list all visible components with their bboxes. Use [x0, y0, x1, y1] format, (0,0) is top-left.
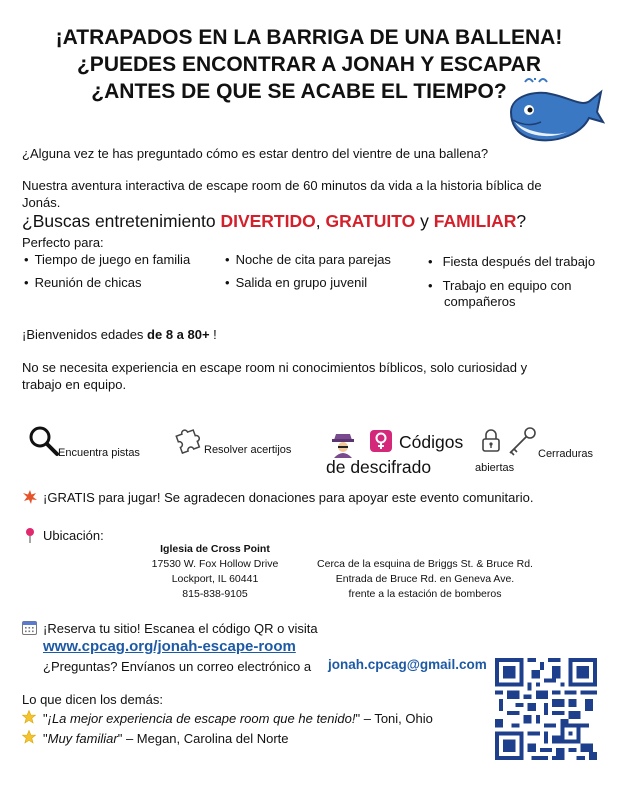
church-city: Lockport, IL 60441: [171, 573, 259, 585]
reserve-link[interactable]: www.cpcag.org/jonah-escape-room: [43, 638, 296, 655]
free-statement: ¡GRATIS para jugar! Se agradecen donaciones para apoyar este evento comunitario.: [43, 490, 534, 505]
church-name: Iglesia de Cross Point: [160, 543, 270, 555]
testimonial-1-author: – Toni, Ohio: [360, 711, 433, 726]
directions-1: Cerca de la esquina de Briggs St. & Bruce Rd.: [317, 558, 533, 570]
star-icon: [22, 730, 36, 744]
perfect-for-item-text: Fiesta después del trabajo: [442, 254, 596, 269]
ages-range: de 8 a 80+: [147, 327, 210, 342]
perfect-for-item: • Reunión de chicas: [24, 274, 142, 291]
codes-label-1: Códigos: [399, 432, 464, 452]
locks-label: Cerraduras: [538, 448, 594, 460]
questions-text: ¿Preguntas? Envíanos un correo electrónico a: [43, 659, 312, 674]
tagline-gratuito: GRATUITO: [325, 211, 416, 231]
perfect-for-item-continued: compañeros: [444, 294, 516, 309]
female-sign-icon: [370, 430, 392, 452]
tagline-sep-1: ,: [315, 211, 326, 231]
star-icon: [22, 710, 36, 724]
tagline-suffix: ?: [516, 211, 527, 231]
calendar-icon: [22, 620, 37, 635]
perfect-for-item: • Tiempo de juego en familia: [24, 251, 190, 268]
magnifier-icon: [28, 425, 60, 457]
perfect-for-item: • Fiesta después del trabajo: [428, 254, 596, 269]
tagline-prefix: ¿Buscas entretenimiento: [22, 211, 221, 231]
detective-icon: [330, 430, 356, 458]
ages-prefix: ¡Bienvenidos edades: [22, 327, 148, 342]
no-experience-1: No se necesita experiencia en escape room ni conocimientos bíblicos, solo curiosidad y: [22, 360, 528, 375]
qr-code-image[interactable]: [495, 658, 597, 760]
key-icon: [506, 426, 538, 456]
ages-suffix: !: [209, 327, 217, 342]
church-phone: 815-838-9105: [182, 588, 248, 600]
pin-icon: [24, 527, 36, 543]
title-line-3: ¿ANTES DE QUE SE ACABE EL TIEMPO?: [91, 80, 507, 103]
testimonial-2-author: – Megan, Carolina del Norte: [122, 731, 289, 746]
reserve-text: ¡Reserva tu sitio! Escanea el código QR o visita: [43, 621, 318, 636]
locks-open-label: abiertas: [475, 462, 515, 474]
ages: [22, 326, 217, 343]
intro-description-1: Nuestra aventura interactiva de escape room de 60 minutos da vida a la historia bíblica de: [22, 178, 542, 193]
testimonial-1: "¡La mejor experiencia de escape room que he tenido!" – Toni, Ohio: [43, 711, 433, 726]
title-line-2: ¿PUEDES ENCONTRAR A JONAH Y ESCAPAR: [76, 53, 541, 76]
contact-email-link[interactable]: jonah.cpcag@gmail.com: [328, 657, 487, 672]
title-line-1: ¡ATRAPADOS EN LA BARRIGA DE UNA BALLENA!: [55, 26, 563, 49]
perfect-for-item-text: Trabajo en equipo con: [442, 278, 572, 293]
testimonials-label: Lo que dicen los demás:: [22, 692, 163, 707]
tagline-sep-2: y: [415, 211, 434, 231]
tagline: [22, 210, 526, 232]
intro-question: ¿Alguna vez te has preguntado cómo es estar dentro del vientre de una ballena?: [22, 146, 489, 161]
whale-icon: [505, 78, 605, 148]
lock-icon: [481, 429, 501, 453]
explosion-icon: [23, 490, 37, 504]
perfect-for-label: Perfecto para:: [22, 235, 104, 250]
codes-label-2: de descifrado: [326, 457, 432, 477]
solve-puzzles-label: Resolver acertijos: [204, 444, 292, 456]
location-label: Ubicación:: [43, 528, 104, 543]
find-clues-label: Encuentra pistas: [58, 447, 140, 459]
intro-description-2: Jonás.: [22, 195, 61, 210]
tagline-divertido: DIVERTIDO: [220, 211, 316, 231]
perfect-for-item: • Noche de cita para parejas: [225, 251, 391, 268]
tagline-familiar: FAMILIAR: [433, 211, 517, 231]
puzzle-icon: [174, 424, 204, 454]
testimonial-1-quote: ¡La mejor experiencia de escape room que he tenido!: [47, 711, 356, 726]
directions-3: frente a la estación de bomberos: [348, 588, 502, 600]
church-street: 17530 W. Fox Hollow Drive: [151, 558, 279, 570]
testimonial-2-quote: Muy familiar: [47, 731, 118, 746]
testimonial-2: "Muy familiar" – Megan, Carolina del Norte: [43, 731, 289, 746]
perfect-for-item: • Trabajo en equipo con: [428, 278, 572, 293]
no-experience-2: trabajo en equipo.: [22, 377, 127, 392]
perfect-for-item: • Salida en grupo juvenil: [225, 274, 367, 291]
directions-2: Entrada de Bruce Rd. en Geneva Ave.: [335, 573, 515, 585]
